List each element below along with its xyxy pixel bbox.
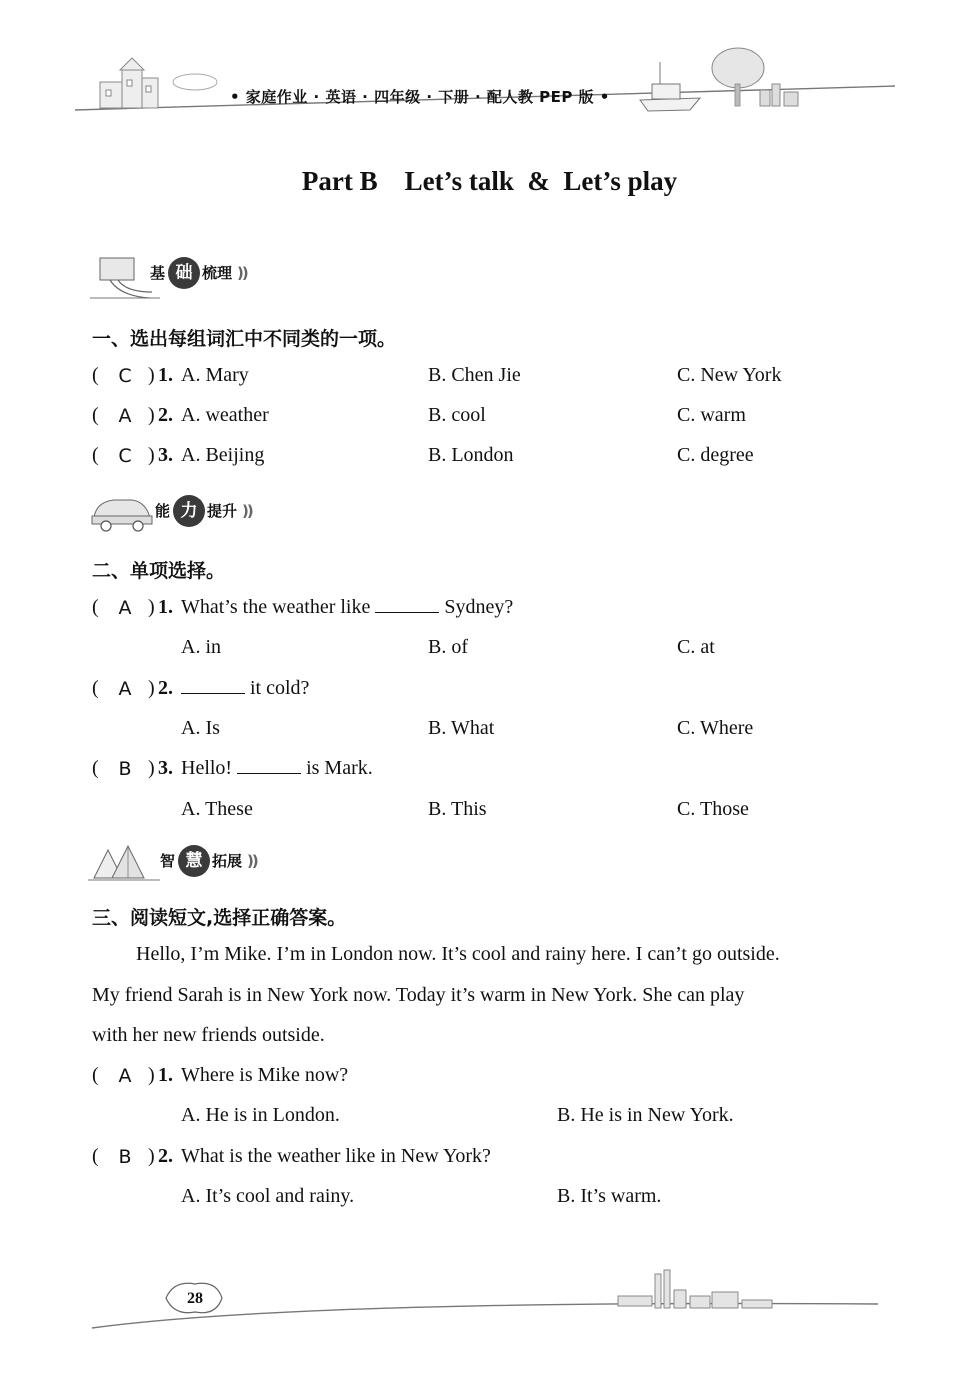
- passage-line: My friend Sarah is in New York now. Today it’s warm in New York. She can play: [92, 983, 745, 1006]
- part1-instruction: 一、选出每组词汇中不同类的一项。: [92, 328, 397, 350]
- option-b: B. What: [428, 717, 495, 739]
- option-b: B. of: [428, 636, 468, 658]
- section-badge-ability: 能 力 提升 )): [155, 495, 252, 527]
- books-illustration-icon: [88, 838, 160, 886]
- answer-mark: C: [118, 445, 132, 467]
- option-c: C. warm: [677, 404, 746, 426]
- badge-char: 能: [155, 502, 171, 520]
- badge-char: 基: [150, 264, 166, 282]
- option-c: C. Those: [677, 798, 749, 820]
- list-item: ( C ) 1. A. Mary B. Chen Jie C. New York: [92, 364, 782, 387]
- list-item: ( B ) 3. Hello! is Mark.: [92, 757, 373, 780]
- passage-line: with her new friends outside.: [92, 1024, 325, 1046]
- question-number: 3.: [158, 444, 173, 466]
- badge-char: 拓展: [212, 852, 243, 870]
- answer-blank: [237, 772, 301, 774]
- option-b: B. Chen Jie: [428, 364, 521, 386]
- question-stem: Where is Mike now?: [181, 1064, 349, 1086]
- answer-mark: B: [118, 758, 132, 780]
- option-a: A. Beijing: [181, 444, 265, 466]
- option-a: A. weather: [181, 404, 269, 426]
- list-item: ( C ) 3. A. Beijing B. London C. degree: [92, 444, 754, 467]
- answer-mark: A: [118, 597, 132, 619]
- car-illustration-icon: [88, 490, 158, 532]
- option-a: A. He is in London.: [181, 1104, 340, 1126]
- question-number: 1.: [158, 364, 173, 386]
- list-item: ( A ) 2. it cold?: [92, 677, 310, 700]
- question-stem: What is the weather like in New York?: [181, 1145, 491, 1167]
- option-b: B. This: [428, 798, 487, 820]
- header-series-title: • 家庭作业 · 英语 · 四年级 · 下册 · 配人教 PEP 版 •: [230, 88, 610, 106]
- question-number: 1.: [158, 1064, 173, 1086]
- question-number: 2.: [158, 677, 173, 699]
- option-b: B. It’s warm.: [557, 1185, 662, 1207]
- badge-circle: 础: [168, 257, 200, 289]
- reading-passage: [92, 934, 887, 1056]
- option-a: A. These: [181, 798, 253, 820]
- question-number: 2.: [158, 1145, 173, 1167]
- badge-char: 提升: [207, 502, 238, 520]
- badge-char: 梳理: [202, 264, 233, 282]
- question-number: 2.: [158, 404, 173, 426]
- answer-blank: [375, 611, 439, 613]
- section-badge-extension: 智 慧 拓展 )): [160, 845, 257, 877]
- page-title: Part B Let’s talk & Let’s play: [301, 166, 678, 196]
- list-item: ( A ) 2. A. weather B. cool C. warm: [92, 404, 746, 427]
- answer-mark: A: [118, 678, 132, 700]
- question-number: 1.: [158, 596, 173, 618]
- option-a: A. in: [181, 636, 221, 658]
- header-decoration: [0, 40, 979, 130]
- option-a: A. Mary: [181, 364, 249, 386]
- page-number: 28: [187, 1290, 203, 1307]
- part2-instruction: 二、单项选择。: [92, 560, 226, 582]
- badge-char: 智: [160, 852, 176, 870]
- option-a: A. Is: [181, 717, 220, 739]
- list-item: ( A ) 1. Where is Mike now?: [92, 1064, 349, 1087]
- section-badge-basics: 基 础 梳理 )): [150, 257, 247, 289]
- option-b: B. London: [428, 444, 514, 466]
- list-item: ( B ) 2. What is the weather like in New York?: [92, 1145, 491, 1168]
- passage-line: Hello, I’m Mike. I’m in London now. It’s cool and rainy here. I can’t go outside.: [136, 943, 780, 965]
- footer-decoration: [0, 1260, 979, 1340]
- answer-mark: B: [118, 1146, 132, 1168]
- answer-blank: [181, 692, 245, 694]
- answer-mark: A: [118, 405, 132, 427]
- question-number: 3.: [158, 757, 173, 779]
- question-stem: Sydney?: [439, 596, 514, 618]
- option-c: C. Where: [677, 717, 754, 739]
- part3-instruction: 三、阅读短文,选择正确答案。: [92, 907, 347, 929]
- answer-mark: A: [118, 1065, 132, 1087]
- answer-mark: C: [118, 365, 132, 387]
- question-stem: Hello!: [181, 757, 238, 779]
- badge-circle: 慧: [178, 845, 210, 877]
- question-stem: it cold?: [245, 677, 310, 699]
- list-item: ( A ) 1. What’s the weather like Sydney?: [92, 596, 514, 619]
- question-stem: What’s the weather like: [181, 596, 376, 618]
- badge-circle: 力: [173, 495, 205, 527]
- list-item: [92, 1185, 892, 1254]
- option-c: C. degree: [677, 444, 754, 466]
- question-stem: is Mark.: [301, 757, 373, 779]
- option-c: C. at: [677, 636, 715, 658]
- option-b: B. He is in New York.: [557, 1104, 734, 1126]
- option-c: C. New York: [677, 364, 782, 386]
- option-a: A. It’s cool and rainy.: [181, 1185, 355, 1207]
- option-b: B. cool: [428, 404, 486, 426]
